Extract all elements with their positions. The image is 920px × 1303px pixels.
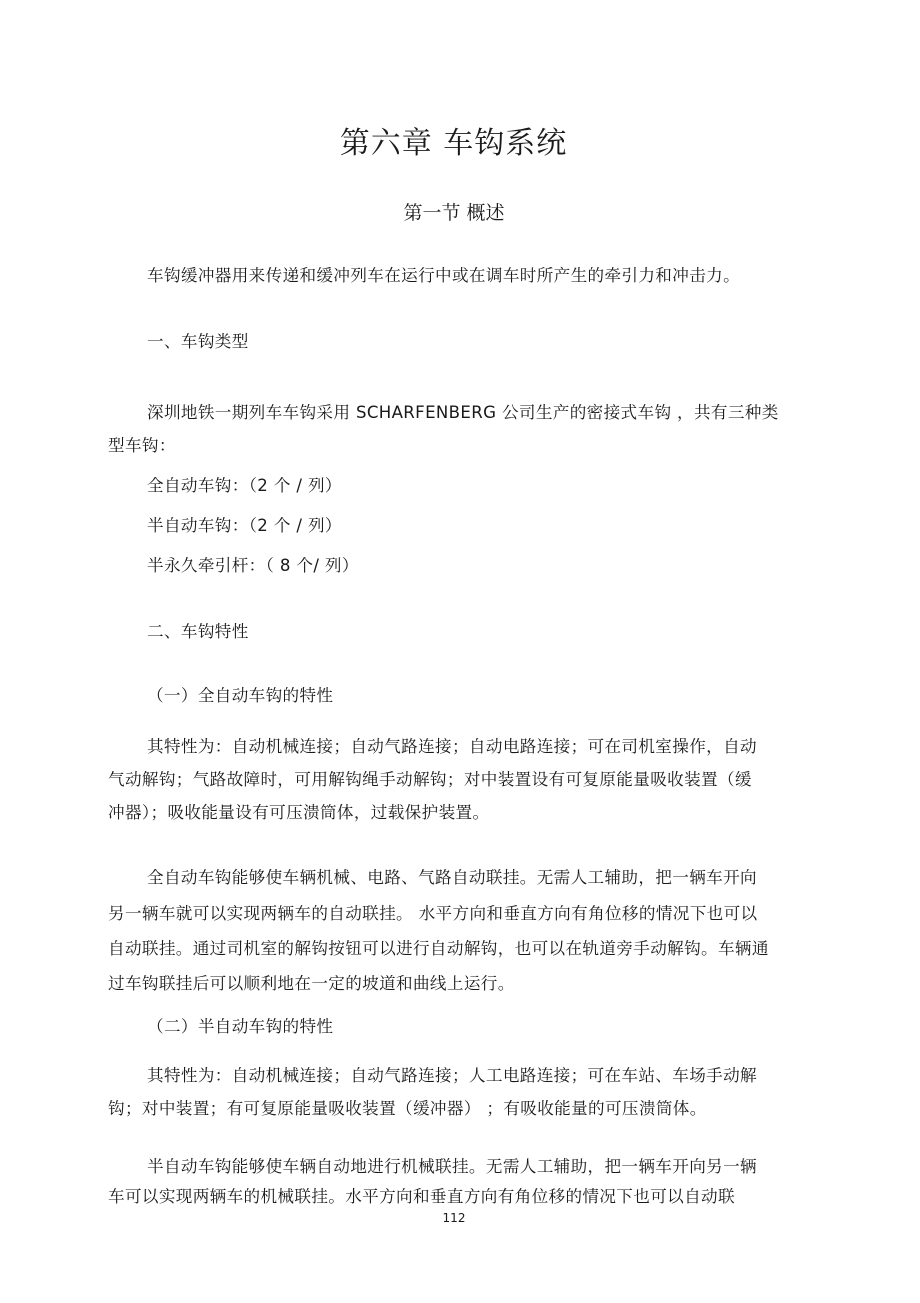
types-paragraph-line-2: 型车钩： [108,436,176,455]
type-list-item-drawbar: 半永久牵引杆：（ 8 个/ 列） [147,556,359,575]
semi-features-line-2: 钩；对中装置；有可复原能量吸收装置（缓冲器） ；有吸收能量的可压溃筒体。 [108,1099,707,1118]
heading-coupler-types: 一、车钩类型 [147,332,249,351]
auto-desc-line-4: 过车钩联挂后可以顺利地在一定的坡道和曲线上运行。 [108,974,515,993]
semi-features-line-1: 其特性为：自动机械连接；自动气路连接；人工电路连接；可在车站、车场手动解 [147,1066,757,1085]
subheading-full-auto: （一）全自动车钩的特性 [147,686,334,705]
auto-features-line-2: 气动解钩；气路故障时，可用解钩绳手动解钩；对中装置设有可复原能量吸收装置（缓 [108,770,752,789]
semi-desc-line-1: 半自动车钩能够使车辆自动地进行机械联挂。无需人工辅助，把一辆车开向另一辆 [147,1157,757,1176]
type-list-item-semi-auto: 半自动车钩：（2 个 / 列） [147,516,342,535]
section-title: 第一节 概述 [403,202,505,224]
auto-features-line-3: 冲器）；吸收能量设有可压溃筒体，过载保护装置。 [108,803,490,822]
page-number: 112 [442,1211,466,1225]
heading-coupler-features: 二、车钩特性 [147,622,249,641]
auto-features-line-1: 其特性为：自动机械连接；自动气路连接；自动电路连接；可在司机室操作，自动 [147,737,757,756]
type-list-item-full-auto: 全自动车钩：（2 个 / 列） [147,476,342,495]
auto-desc-line-1: 全自动车钩能够使车辆机械、电路、气路自动联挂。无需人工辅助，把一辆车开向 [147,868,757,887]
subheading-semi-auto: （二）半自动车钩的特性 [147,1017,334,1036]
chapter-title: 第六章 车钩系统 [339,126,568,161]
intro-paragraph: 车钩缓冲器用来传递和缓冲列车在运行中或在调车时所产生的牵引力和冲击力。 [147,266,741,285]
types-paragraph-line-1: 深圳地铁一期列车车钩采用 SCHARFENBERG 公司生产的密接式车钩 ，共有三种类 [147,403,779,422]
semi-desc-line-2: 车可以实现两辆车的机械联挂。水平方向和垂直方向有角位移的情况下也可以自动联 [108,1187,735,1206]
auto-desc-line-3: 自动联挂。通过司机室的解钩按钮可以进行自动解钩，也可以在轨道旁手动解钩。车辆通 [108,939,769,958]
auto-desc-line-2: 另一辆车就可以实现两辆车的自动联挂。 水平方向和垂直方向有角位移的情况下也可以 [108,904,758,923]
